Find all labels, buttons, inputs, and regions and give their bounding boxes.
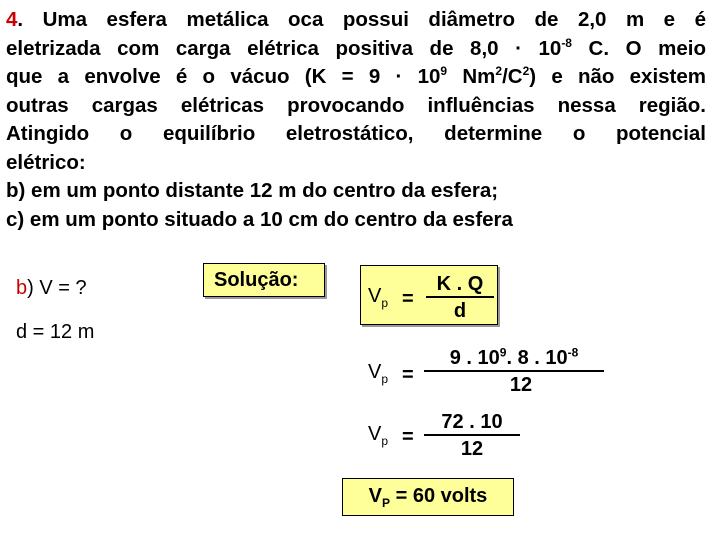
step1-vp: $V_p$ <box>368 361 389 386</box>
step1-fraction <box>424 346 604 398</box>
step1-numerator: 9 . $10^9$. 8 . $10^{-8}$ <box>424 346 604 372</box>
step1-denominator: 12 <box>509 374 533 396</box>
problem-line-2: eletrizada com carga elétrica positiva de $8,0 \cdot 10^{-8}$ C. O meio <box>6 35 706 60</box>
distance-value: d = 12 m <box>16 321 95 343</box>
result-box: $V_P = 60$ volts <box>342 478 514 516</box>
step2-equals: = <box>402 426 414 448</box>
problem-line-3: que a envolve é o vácuo ($K = 9 \cdot 10^9$ $Nm^2/C^2$) e não existem <box>6 64 706 88</box>
formula-vp: $V_p$ <box>368 285 389 310</box>
step2-numerator: 72 . 10 <box>424 410 520 436</box>
solution-label: Solução: <box>203 263 325 297</box>
formula-numerator: K . Q <box>426 272 494 298</box>
problem-statement <box>6 6 706 234</box>
problem-line-1: 4. Uma esfera metálica oca possui diâmetro de 2,0 m e é <box>6 8 706 31</box>
problem-line-6: elétrico: <box>6 150 86 174</box>
step2-denominator: 12 <box>460 438 484 460</box>
item-b: b) em um ponto distante 12 m do centro da esfera; <box>6 179 499 202</box>
problem-number: 4 <box>6 8 18 31</box>
formula-denominator: d <box>453 300 467 322</box>
step2-vp: $V_p$ <box>368 423 389 448</box>
formula-equals: = <box>402 288 414 310</box>
formula-fraction <box>426 272 494 324</box>
question-b: b) V = ? <box>16 277 87 299</box>
step2-fraction <box>424 410 520 462</box>
item-c: c) em um ponto situado a 10 cm do centro da esfera <box>6 207 513 231</box>
problem-line-5: Atingido o equilíbrio eletrostático, determine o potencial <box>6 122 706 145</box>
problem-line-4: outras cargas elétricas provocando influências nessa região. <box>6 93 706 117</box>
step1-equals: = <box>402 364 414 386</box>
